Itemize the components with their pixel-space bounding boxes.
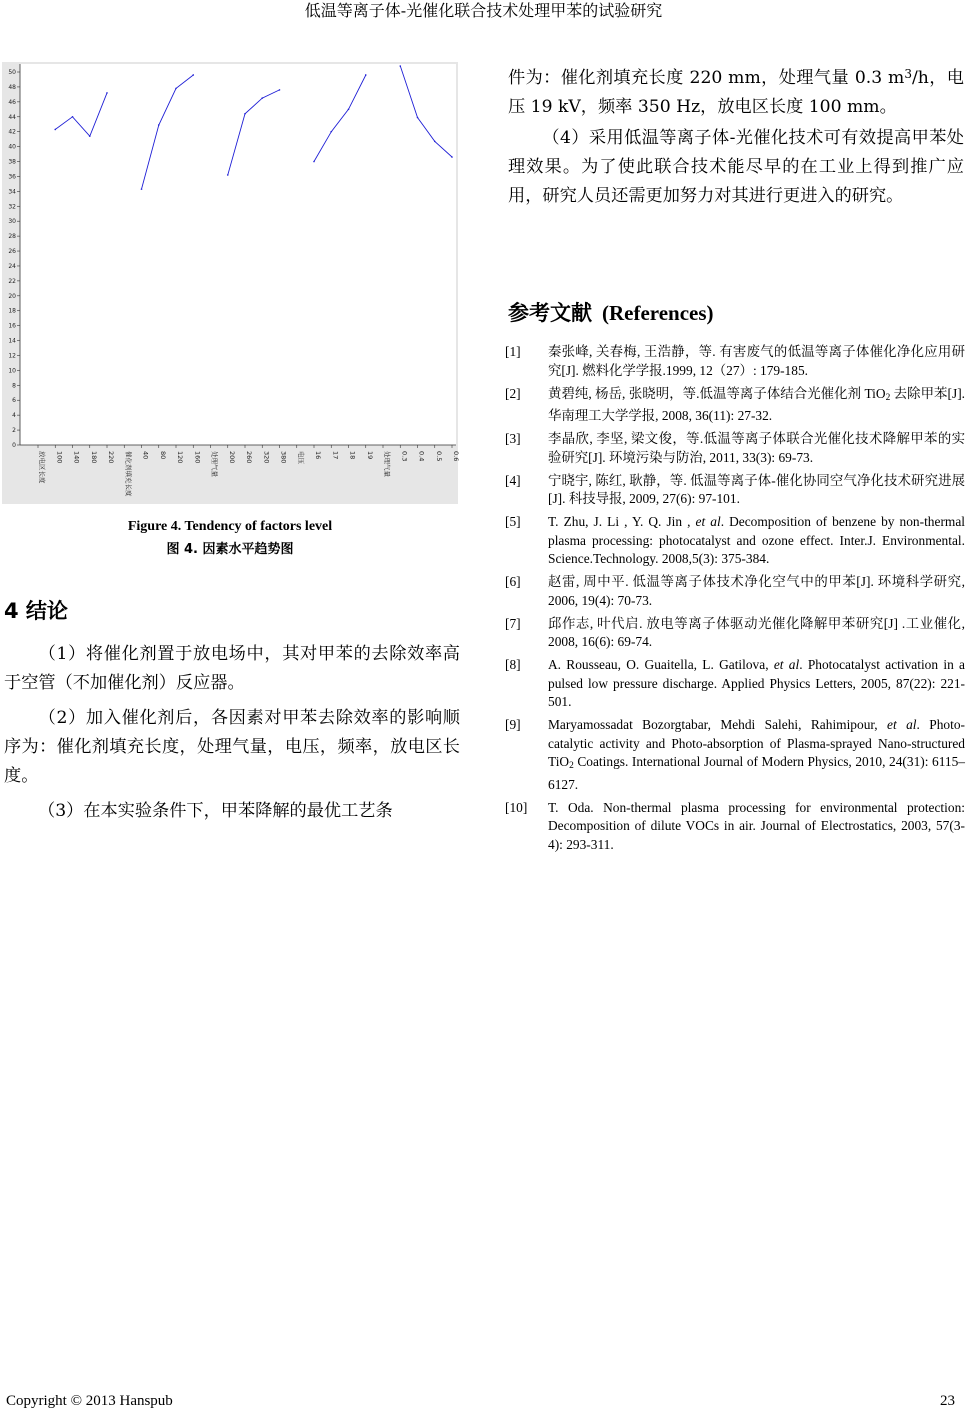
- y-tick-label: 4: [12, 412, 16, 420]
- series-point: [244, 113, 246, 115]
- y-tick-label: 8: [12, 382, 16, 390]
- reference-item: [2] 黄碧纯, 杨岳, 张晓明，等.低温等离子体结合光催化剂 TiO$_2$ 去除甲苯[J]. 华南理工大学学报, 2008, 36(11): 27-32.: [505, 385, 965, 423]
- plot-area: [20, 64, 456, 445]
- x-tick-label: 380: [279, 451, 288, 464]
- series-point: [89, 135, 91, 137]
- x-tick-label: 180: [89, 451, 98, 464]
- series-point: [279, 89, 281, 91]
- x-tick-label: 0.4: [417, 451, 426, 462]
- footer-copyright: Copyright © 2013 Hanspub: [6, 1393, 173, 1409]
- y-tick-label: 38: [8, 158, 16, 166]
- series-point: [141, 188, 143, 190]
- series-point: [54, 129, 56, 131]
- conclusion-paragraph-2: （2）加入催化剂后，各因素对甲苯去除效率的影响顺序为：催化剂填充长度，处理气量，电压，频率，放电区长度。: [4, 708, 460, 786]
- reference-item: [8] A. Rousseau, O. Guaitella, L. Gatilova, et al. Photocatalyst activation in a pulsed low pressure discharge. Applied Physics Letters, 2005, 87(22): 221-501.: [505, 657, 965, 709]
- series-point: [451, 156, 453, 158]
- y-tick-label: 24: [8, 262, 16, 270]
- x-tick-label: 0.5: [434, 451, 443, 462]
- series-point: [261, 97, 263, 99]
- conclusion-paragraph-4: （4）采用低温等离子体-光催化技术可有效提高甲苯处理效果。为了使此联合技术能尽早的在工业上得到推广应用，研究人员还需更加努力对其进行更进入的研究。: [508, 128, 964, 206]
- x-tick-label: 320: [262, 451, 271, 464]
- y-tick-label: 12: [8, 352, 16, 360]
- series-point: [106, 92, 108, 94]
- series-point: [227, 174, 229, 176]
- series-point: [175, 88, 177, 90]
- reference-item: [1] 秦张峰, 关春梅, 王浩静，等. 有害废气的低温等离子体催化净化应用研究[J]. 燃料化学学报.1999, 12（27）: 179-185.: [505, 344, 965, 378]
- y-tick-label: 32: [8, 203, 16, 211]
- x-tick-label: 0.6: [452, 451, 460, 462]
- x-tick-label: 260: [245, 451, 253, 464]
- x-tick-label: 220: [107, 451, 115, 464]
- series-point: [399, 65, 401, 67]
- series-point: [330, 131, 332, 133]
- y-tick-label: 26: [8, 248, 16, 256]
- x-tick-label: 18: [348, 451, 357, 460]
- reference-item: [5] T. Zhu, J. Li , Y. Q. Jin , et al. Decomposition of benzene by non-thermal plasma processing: photocatalyst and ozone effect. Inter.J. Environmental. Science.Technology. 2008,5(3): 375-384.: [505, 514, 965, 566]
- y-tick-label: 10: [8, 367, 16, 375]
- x-tick-label: 80: [158, 451, 167, 460]
- section-heading-conclusion: 4 结论: [4, 599, 68, 623]
- x-tick-label: 100: [55, 451, 64, 464]
- x-tick-label: 40: [141, 451, 150, 460]
- footer-page-number: 23: [940, 1393, 955, 1409]
- y-tick-label: 36: [8, 173, 16, 181]
- x-tick-label: 放电区长度: [38, 451, 46, 484]
- x-tick-label: 17: [331, 451, 340, 460]
- x-tick-label: 电压: [296, 451, 305, 464]
- reference-list: [505, 343, 965, 859]
- y-tick-label: 42: [8, 128, 16, 136]
- reference-item: [4] 宁晓宇, 陈红, 耿静，等. 低温等离子体-催化协同空气净化技术研究进展[J]. 科技导报, 2009, 27(6): 97-101.: [505, 472, 965, 506]
- factor-trend-chart: [2, 62, 458, 504]
- y-tick-label: 46: [8, 98, 16, 106]
- series-point: [365, 74, 367, 76]
- x-tick-label: 140: [72, 451, 81, 464]
- x-tick-label: 处理气量: [383, 451, 391, 477]
- reference-item: [9] Maryamossadat Bozorgtabar, Mehdi Salehi, Rahimipour, et al. Photo-catalytic activity and Photo-absorption of Plasma-sprayed Nano-structured TiO$_2$ Coatings. International Journal of Modern Physics, 2010, 24(31): 6115–6127.: [505, 717, 965, 792]
- series-point: [417, 117, 419, 119]
- y-tick-label: 50: [8, 69, 16, 76]
- y-tick-label: 48: [8, 83, 16, 91]
- reference-item: [6] 赵雷, 周中平. 低温等离子体技术净化空气中的甲苯[J]. 环境科学研究, 2006, 19(4): 70-73.: [505, 574, 965, 608]
- series-point: [192, 74, 194, 76]
- y-tick-label: 6: [12, 397, 16, 405]
- figure-caption-en: Figure 4. Tendency of factors level: [127, 519, 333, 534]
- y-tick-label: 44: [8, 113, 16, 121]
- series-point: [158, 124, 160, 126]
- running-header: 低温等离子体-光催化联合技术处理甲苯的试验研究: [304, 1, 663, 20]
- y-tick-label: 34: [8, 188, 16, 196]
- reference-item: [3] 李晶欣, 李坚, 梁文俊，等.低温等离子体联合光催化技术降解甲苯的实验研究[J]. 环境污染与防治, 2011, 33(3): 69-73.: [505, 431, 965, 465]
- y-tick-label: 18: [8, 307, 16, 315]
- y-tick-label: 0: [12, 442, 16, 449]
- y-tick-label: 14: [8, 337, 16, 345]
- reference-item: [7] 邱作志, 叶代启. 放电等离子体驱动光催化降解甲苯研究[J] .工业催化, 2008, 16(6): 69-74.: [505, 615, 965, 649]
- x-tick-label: 120: [176, 451, 184, 464]
- x-tick-label: 处理气量: [210, 451, 219, 477]
- y-tick-label: 20: [8, 292, 16, 300]
- figure-caption-zh: 图 4. 因素水平趋势图: [166, 542, 294, 557]
- series-point: [434, 141, 436, 143]
- x-tick-label: 16: [314, 451, 322, 460]
- x-tick-label: 160: [193, 451, 202, 464]
- references-heading: 参考文献 (References): [508, 301, 714, 325]
- conclusion-paragraph-3: （3）在本实验条件下，甲苯降解的最优工艺条: [38, 801, 393, 821]
- series-point: [348, 109, 350, 111]
- series-point: [313, 161, 315, 163]
- x-tick-label: 0.3: [400, 451, 409, 462]
- x-tick-label: 200: [227, 451, 236, 464]
- x-tick-label: 催化剂填充长度: [124, 451, 133, 497]
- y-tick-label: 2: [12, 427, 16, 435]
- conclusion-paragraph-3-continued: 件为：催化剂填充长度 220 mm，处理气量 0.3 $m^3/h$，电压 19 kV，频率 350 Hz，放电区长度 100 mm。: [508, 67, 964, 117]
- reference-item: [10] T. Oda. Non-thermal plasma processing for environmental protection: Decomposition of dilute VOCs in air. Journal of Electrostatics, 2003, 57(3-4): 293-311.: [505, 799, 965, 852]
- y-tick-label: 22: [8, 277, 16, 285]
- y-tick-label: 40: [8, 143, 16, 151]
- y-tick-label: 16: [8, 322, 16, 330]
- series-point: [72, 116, 74, 118]
- conclusion-paragraph-1: （1）将催化剂置于放电场中，其对甲苯的去除效率高于空管（不加催化剂）反应器。: [4, 644, 460, 693]
- y-tick-label: 28: [8, 233, 16, 241]
- x-tick-label: 19: [365, 451, 374, 460]
- y-tick-label: 30: [8, 218, 16, 226]
